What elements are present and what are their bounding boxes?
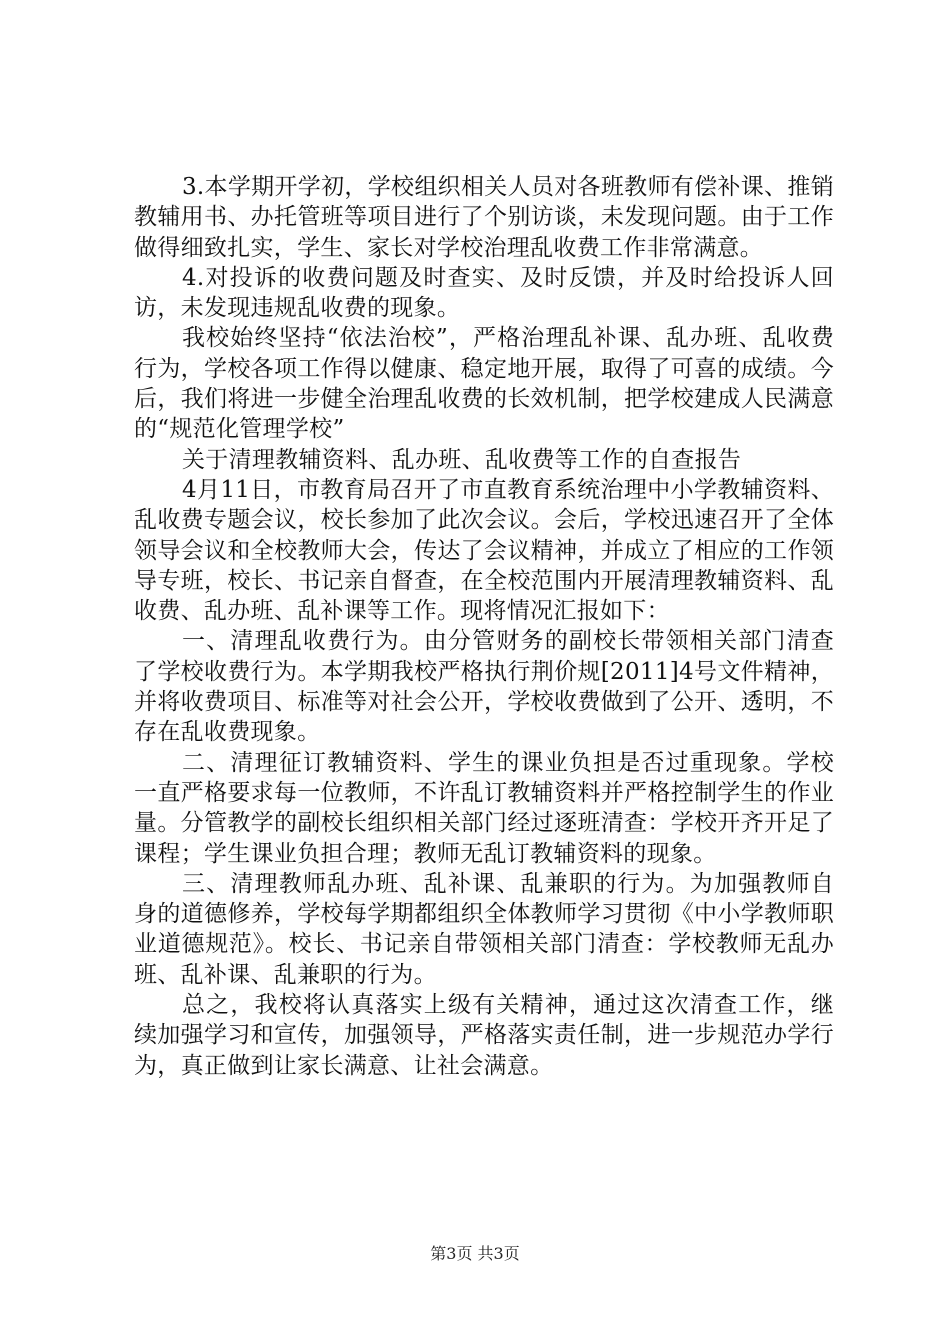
paragraph-intro: 4月11日，市教育局召开了市直教育系统治理中小学教辅资料、乱收费专题会议，校长参加了此次会议。会后，学校迅速召开了全体领导会议和全校教师大会，传达了会议精神，并成立了相应的工作领导专班，校长、书记亲自督查，在全校范围内开展清理教辅资料、乱收费、乱办班、乱补课等工作。现将情况汇报如下： [134, 476, 834, 625]
paragraph-conclusion: 总之，我校将认真落实上级有关精神，通过这次清查工作，继续加强学习和宣传，加强领导，严格落实责任制，进一步规范办学行为，真正做到让家长满意、让社会满意。 [134, 992, 834, 1079]
paragraph-item-4: 4.对投诉的收费问题及时查实、及时反馈，并及时给投诉人回访，未发现违规乱收费的现象。 [134, 264, 834, 322]
paragraph-section-1: 一、清理乱收费行为。由分管财务的副校长带领相关部门清查了学校收费行为。本学期我校严格执行荆价规[2011]4号文件精神，并将收费项目、标准等对社会公开，学校收费做到了公开、透明，不存在乱收费现象。 [134, 628, 834, 746]
report-title: 关于清理教辅资料、乱办班、乱收费等工作的自查报告 [182, 446, 742, 473]
paragraph-section-2: 二、清理征订教辅资料、学生的课业负担是否过重现象。学校一直严格要求每一位教师，不许乱订教辅资料并严格控制学生的作业量。分管教学的副校长组织相关部门经过逐班清查：学校开齐开足了课程；学生课业负担合理；教师无乱订教辅资料的现象。 [134, 749, 834, 867]
paragraph-summary: 我校始终坚持“依法治校”，严格治理乱补课、乱办班、乱收费行为，学校各项工作得以健康、稳定地开展，取得了可喜的成绩。今后，我们将进一步健全治理乱收费的长效机制，把学校建成人民满意的“规范化管理学校” [134, 325, 834, 443]
document-body [134, 172, 834, 1081]
paragraph-section-3: 三、清理教师乱办班、乱补课、乱兼职的行为。为加强教师自身的道德修养，学校每学期都组织全体教师学习贯彻《中小学教师职业道德规范》。校长、书记亲自带领相关部门清查：学校教师无乱办班、乱补课、乱兼职的行为。 [134, 870, 834, 988]
paragraph-item-3: 3.本学期开学初，学校组织相关人员对各班教师有偿补课、推销教辅用书、办托管班等项目进行了个别访谈，未发现问题。由于工作做得细致扎实，学生、家长对学校治理乱收费工作非常满意。 [134, 174, 834, 261]
page-number-footer: 第3页 共3页 [430, 1244, 520, 1263]
